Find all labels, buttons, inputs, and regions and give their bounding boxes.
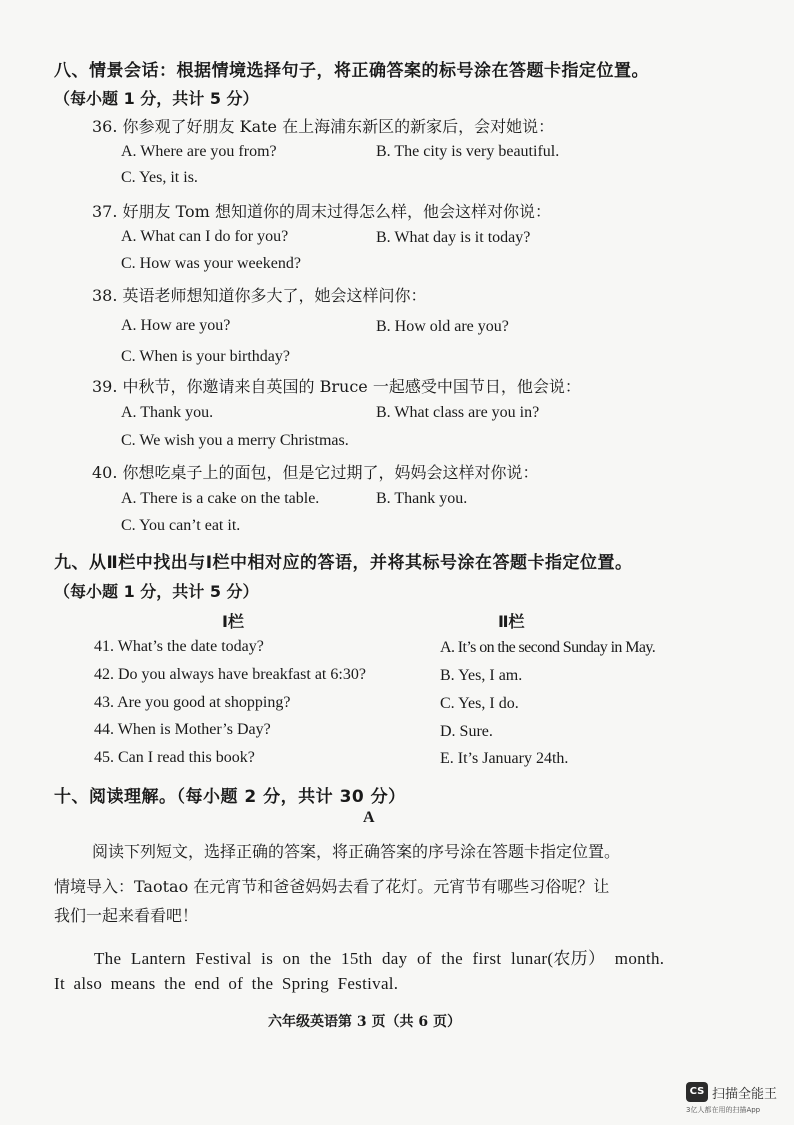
passage-line-1: The Lantern Festival is on the 15th day of the first lunar(农历） month.: [94, 949, 665, 968]
question-39-option-b: B. What class are you in?: [376, 404, 540, 421]
match-answer-a: A. It’s on the second Sunday in May.: [440, 639, 656, 656]
match-question-44: 44. When is Mother’s Day?: [94, 721, 271, 738]
question-39-option-a: A. Thank you.: [121, 404, 214, 421]
question-38-stem: 38. 英语老师想知道你多大了，她会这样问你：: [92, 286, 427, 305]
question-37-option-a: A. What can I do for you?: [121, 228, 289, 245]
question-40-option-a: A. There is a cake on the table.: [121, 490, 320, 507]
scanner-watermark: [686, 1082, 790, 1120]
section-10-title: 十、阅读理解。（每小题 2 分，共计 30 分）: [54, 787, 406, 807]
question-38-option-b: B. How old are you?: [376, 318, 509, 335]
question-38-option-a: A. How are you?: [121, 317, 231, 334]
page-footer: 六年级英语第 3 页（共 6 页）: [268, 1014, 461, 1030]
question-37-stem: 37. 好朋友 Tom 想知道你的周末过得怎么样，他会这样对你说：: [92, 202, 551, 221]
section-8-subtitle: （每小题 1 分，共计 5 分）: [54, 89, 259, 108]
passage-line-2: It also means the end of the Spring Festival.: [54, 974, 399, 993]
passage-part-label: A: [363, 809, 375, 826]
column-1-header: Ⅰ栏: [222, 612, 244, 631]
match-question-41: 41. What’s the date today?: [94, 638, 264, 655]
question-36-option-a: A. Where are you from?: [121, 143, 277, 160]
match-answer-d: D. Sure.: [440, 723, 493, 740]
match-question-43: 43. Are you good at shopping?: [94, 694, 291, 711]
question-38-option-c: C. When is your birthday?: [121, 348, 291, 365]
camscanner-logo-icon: CS: [686, 1082, 708, 1102]
question-36-stem: 36. 你参观了好朋友 Kate 在上海浦东新区的新家后，会对她说：: [92, 117, 555, 136]
question-36-option-b: B. The city is very beautiful.: [376, 143, 560, 160]
context-intro-line-2: 我们一起来看看吧！: [54, 906, 199, 925]
question-40-stem: 40. 你想吃桌子上的面包，但是它过期了，妈妈会这样对你说：: [92, 463, 539, 482]
question-40-option-b: B. Thank you.: [376, 490, 468, 507]
question-40-option-c: C. You can’t eat it.: [121, 517, 241, 534]
section-9-subtitle: （每小题 1 分，共计 5 分）: [54, 582, 259, 601]
question-37-option-b: B. What day is it today?: [376, 229, 531, 246]
context-intro-line-1: 情境导入：Taotao 在元宵节和爸爸妈妈去看了花灯。元宵节有哪些习俗呢？让: [54, 877, 610, 896]
watermark-app-name: 扫描全能王: [712, 1087, 778, 1102]
question-37-option-c: C. How was your weekend?: [121, 255, 301, 272]
watermark-tagline: 3亿人都在用的扫描App: [686, 1106, 761, 1114]
reading-instruction: 阅读下列短文，选择正确的答案，将正确答案的序号涂在答题卡指定位置。: [92, 842, 621, 861]
column-2-header: Ⅱ栏: [498, 612, 525, 631]
match-answer-b: B. Yes, I am.: [440, 667, 523, 684]
match-answer-e: E. It’s January 24th.: [440, 750, 569, 767]
section-8-title: 八、情景会话：根据情境选择句子，将正确答案的标号涂在答题卡指定位置。: [54, 61, 649, 81]
match-question-45: 45. Can I read this book?: [94, 749, 255, 766]
question-39-stem: 39. 中秋节，你邀请来自英国的 Bruce 一起感受中国节日，他会说：: [92, 377, 581, 396]
section-9-title: 九、从Ⅱ栏中找出与Ⅰ栏中相对应的答语，并将其标号涂在答题卡指定位置。: [54, 553, 633, 573]
match-answer-c: C. Yes, I do.: [440, 695, 519, 712]
match-question-42: 42. Do you always have breakfast at 6:30?: [94, 666, 366, 683]
question-36-option-c: C. Yes, it is.: [121, 169, 198, 186]
question-39-option-c: C. We wish you a merry Christmas.: [121, 432, 349, 449]
